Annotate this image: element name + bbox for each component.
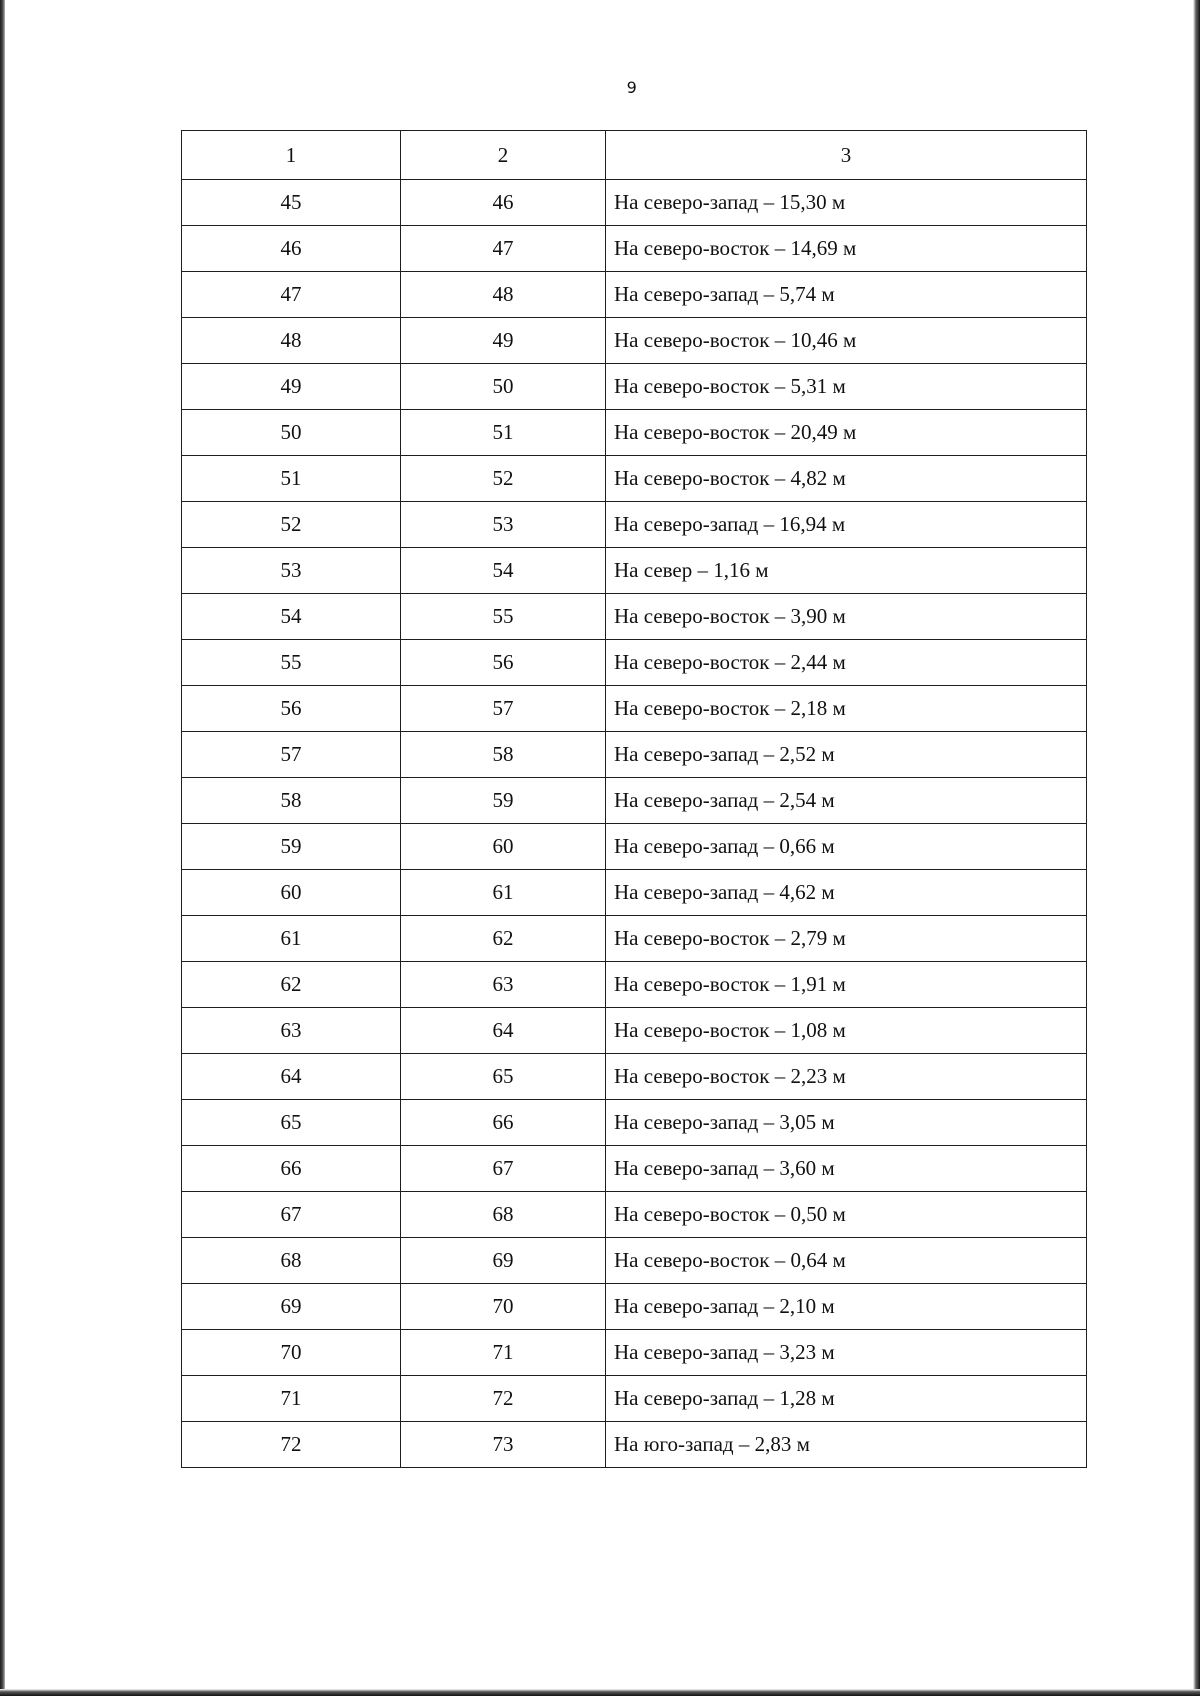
from-point-cell: 57 bbox=[182, 732, 401, 778]
to-point-cell: 68 bbox=[401, 1192, 606, 1238]
column-header-3: 3 bbox=[606, 131, 1087, 180]
direction-distance-cell: На северо-восток – 5,31 м bbox=[606, 364, 1087, 410]
table-row bbox=[182, 1100, 1087, 1146]
from-point-cell: 71 bbox=[182, 1376, 401, 1422]
table-row bbox=[182, 640, 1087, 686]
direction-distance-cell: На северо-восток – 2,18 м bbox=[606, 686, 1087, 732]
direction-distance-cell: На северо-восток – 3,90 м bbox=[606, 594, 1087, 640]
scan-edge-right bbox=[1193, 0, 1200, 1696]
table-row bbox=[182, 1146, 1087, 1192]
to-point-cell: 71 bbox=[401, 1330, 606, 1376]
direction-distance-cell: На северо-запад – 3,05 м bbox=[606, 1100, 1087, 1146]
table-row bbox=[182, 824, 1087, 870]
direction-distance-cell: На северо-запад – 2,52 м bbox=[606, 732, 1087, 778]
to-point-cell: 61 bbox=[401, 870, 606, 916]
column-header-1: 1 bbox=[182, 131, 401, 180]
to-point-cell: 55 bbox=[401, 594, 606, 640]
direction-distance-cell: На северо-запад – 5,74 м bbox=[606, 272, 1087, 318]
table-row bbox=[182, 1376, 1087, 1422]
from-point-cell: 66 bbox=[182, 1146, 401, 1192]
from-point-cell: 59 bbox=[182, 824, 401, 870]
direction-distance-cell: На северо-восток – 0,64 м bbox=[606, 1238, 1087, 1284]
table-row bbox=[182, 180, 1087, 226]
to-point-cell: 57 bbox=[401, 686, 606, 732]
from-point-cell: 47 bbox=[182, 272, 401, 318]
from-point-cell: 58 bbox=[182, 778, 401, 824]
table-row bbox=[182, 1008, 1087, 1054]
direction-distance-cell: На северо-восток – 14,69 м bbox=[606, 226, 1087, 272]
from-point-cell: 69 bbox=[182, 1284, 401, 1330]
table-row bbox=[182, 1284, 1087, 1330]
table-row bbox=[182, 502, 1087, 548]
to-point-cell: 50 bbox=[401, 364, 606, 410]
table-row bbox=[182, 962, 1087, 1008]
table-row bbox=[182, 778, 1087, 824]
table-body bbox=[182, 180, 1087, 1468]
to-point-cell: 54 bbox=[401, 548, 606, 594]
to-point-cell: 72 bbox=[401, 1376, 606, 1422]
from-point-cell: 65 bbox=[182, 1100, 401, 1146]
table-row bbox=[182, 870, 1087, 916]
table-row bbox=[182, 1192, 1087, 1238]
table-row bbox=[182, 318, 1087, 364]
scan-edge-bottom bbox=[0, 1689, 1200, 1696]
from-point-cell: 67 bbox=[182, 1192, 401, 1238]
direction-distance-cell: На северо-восток – 2,23 м bbox=[606, 1054, 1087, 1100]
direction-distance-cell: На северо-запад – 2,54 м bbox=[606, 778, 1087, 824]
direction-distance-cell: На северо-запад – 4,62 м bbox=[606, 870, 1087, 916]
table-header-row bbox=[182, 131, 1087, 180]
to-point-cell: 73 bbox=[401, 1422, 606, 1468]
to-point-cell: 52 bbox=[401, 456, 606, 502]
to-point-cell: 66 bbox=[401, 1100, 606, 1146]
direction-distance-cell: На северо-восток – 0,50 м bbox=[606, 1192, 1087, 1238]
direction-distance-cell: На северо-восток – 20,49 м bbox=[606, 410, 1087, 456]
direction-distance-cell: На северо-восток – 10,46 м bbox=[606, 318, 1087, 364]
from-point-cell: 61 bbox=[182, 916, 401, 962]
to-point-cell: 60 bbox=[401, 824, 606, 870]
direction-distance-cell: На северо-восток – 4,82 м bbox=[606, 456, 1087, 502]
boundary-table bbox=[181, 130, 1087, 1468]
table-row bbox=[182, 410, 1087, 456]
from-point-cell: 49 bbox=[182, 364, 401, 410]
boundary-table-container bbox=[181, 130, 1086, 1468]
direction-distance-cell: На северо-восток – 2,79 м bbox=[606, 916, 1087, 962]
table-row bbox=[182, 456, 1087, 502]
table-row bbox=[182, 548, 1087, 594]
direction-distance-cell: На северо-запад – 2,10 м bbox=[606, 1284, 1087, 1330]
to-point-cell: 53 bbox=[401, 502, 606, 548]
from-point-cell: 62 bbox=[182, 962, 401, 1008]
to-point-cell: 62 bbox=[401, 916, 606, 962]
to-point-cell: 49 bbox=[401, 318, 606, 364]
direction-distance-cell: На северо-запад – 3,60 м bbox=[606, 1146, 1087, 1192]
direction-distance-cell: На юго-запад – 2,83 м bbox=[606, 1422, 1087, 1468]
from-point-cell: 72 bbox=[182, 1422, 401, 1468]
scan-edge-left bbox=[0, 0, 5, 1696]
to-point-cell: 69 bbox=[401, 1238, 606, 1284]
table-row bbox=[182, 1330, 1087, 1376]
table-row bbox=[182, 226, 1087, 272]
table-row bbox=[182, 272, 1087, 318]
to-point-cell: 47 bbox=[401, 226, 606, 272]
to-point-cell: 67 bbox=[401, 1146, 606, 1192]
direction-distance-cell: На северо-запад – 3,23 м bbox=[606, 1330, 1087, 1376]
from-point-cell: 63 bbox=[182, 1008, 401, 1054]
table-row bbox=[182, 594, 1087, 640]
from-point-cell: 52 bbox=[182, 502, 401, 548]
table-row bbox=[182, 732, 1087, 778]
direction-distance-cell: На северо-запад – 0,66 м bbox=[606, 824, 1087, 870]
to-point-cell: 58 bbox=[401, 732, 606, 778]
direction-distance-cell: На северо-запад – 16,94 м bbox=[606, 502, 1087, 548]
from-point-cell: 64 bbox=[182, 1054, 401, 1100]
from-point-cell: 46 bbox=[182, 226, 401, 272]
to-point-cell: 46 bbox=[401, 180, 606, 226]
direction-distance-cell: На северо-восток – 1,91 м bbox=[606, 962, 1087, 1008]
from-point-cell: 60 bbox=[182, 870, 401, 916]
table-row bbox=[182, 686, 1087, 732]
page-number: 9 bbox=[626, 78, 638, 97]
from-point-cell: 53 bbox=[182, 548, 401, 594]
to-point-cell: 56 bbox=[401, 640, 606, 686]
to-point-cell: 70 bbox=[401, 1284, 606, 1330]
to-point-cell: 48 bbox=[401, 272, 606, 318]
direction-distance-cell: На север – 1,16 м bbox=[606, 548, 1087, 594]
to-point-cell: 64 bbox=[401, 1008, 606, 1054]
table-row bbox=[182, 364, 1087, 410]
from-point-cell: 56 bbox=[182, 686, 401, 732]
direction-distance-cell: На северо-восток – 2,44 м bbox=[606, 640, 1087, 686]
from-point-cell: 68 bbox=[182, 1238, 401, 1284]
column-header-2: 2 bbox=[401, 131, 606, 180]
to-point-cell: 59 bbox=[401, 778, 606, 824]
from-point-cell: 50 bbox=[182, 410, 401, 456]
direction-distance-cell: На северо-восток – 1,08 м bbox=[606, 1008, 1087, 1054]
table-row bbox=[182, 916, 1087, 962]
from-point-cell: 51 bbox=[182, 456, 401, 502]
direction-distance-cell: На северо-запад – 15,30 м bbox=[606, 180, 1087, 226]
table-row bbox=[182, 1422, 1087, 1468]
direction-distance-cell: На северо-запад – 1,28 м bbox=[606, 1376, 1087, 1422]
to-point-cell: 65 bbox=[401, 1054, 606, 1100]
to-point-cell: 51 bbox=[401, 410, 606, 456]
from-point-cell: 70 bbox=[182, 1330, 401, 1376]
from-point-cell: 48 bbox=[182, 318, 401, 364]
from-point-cell: 55 bbox=[182, 640, 401, 686]
table-row bbox=[182, 1238, 1087, 1284]
from-point-cell: 54 bbox=[182, 594, 401, 640]
table-row bbox=[182, 1054, 1087, 1100]
from-point-cell: 45 bbox=[182, 180, 401, 226]
to-point-cell: 63 bbox=[401, 962, 606, 1008]
